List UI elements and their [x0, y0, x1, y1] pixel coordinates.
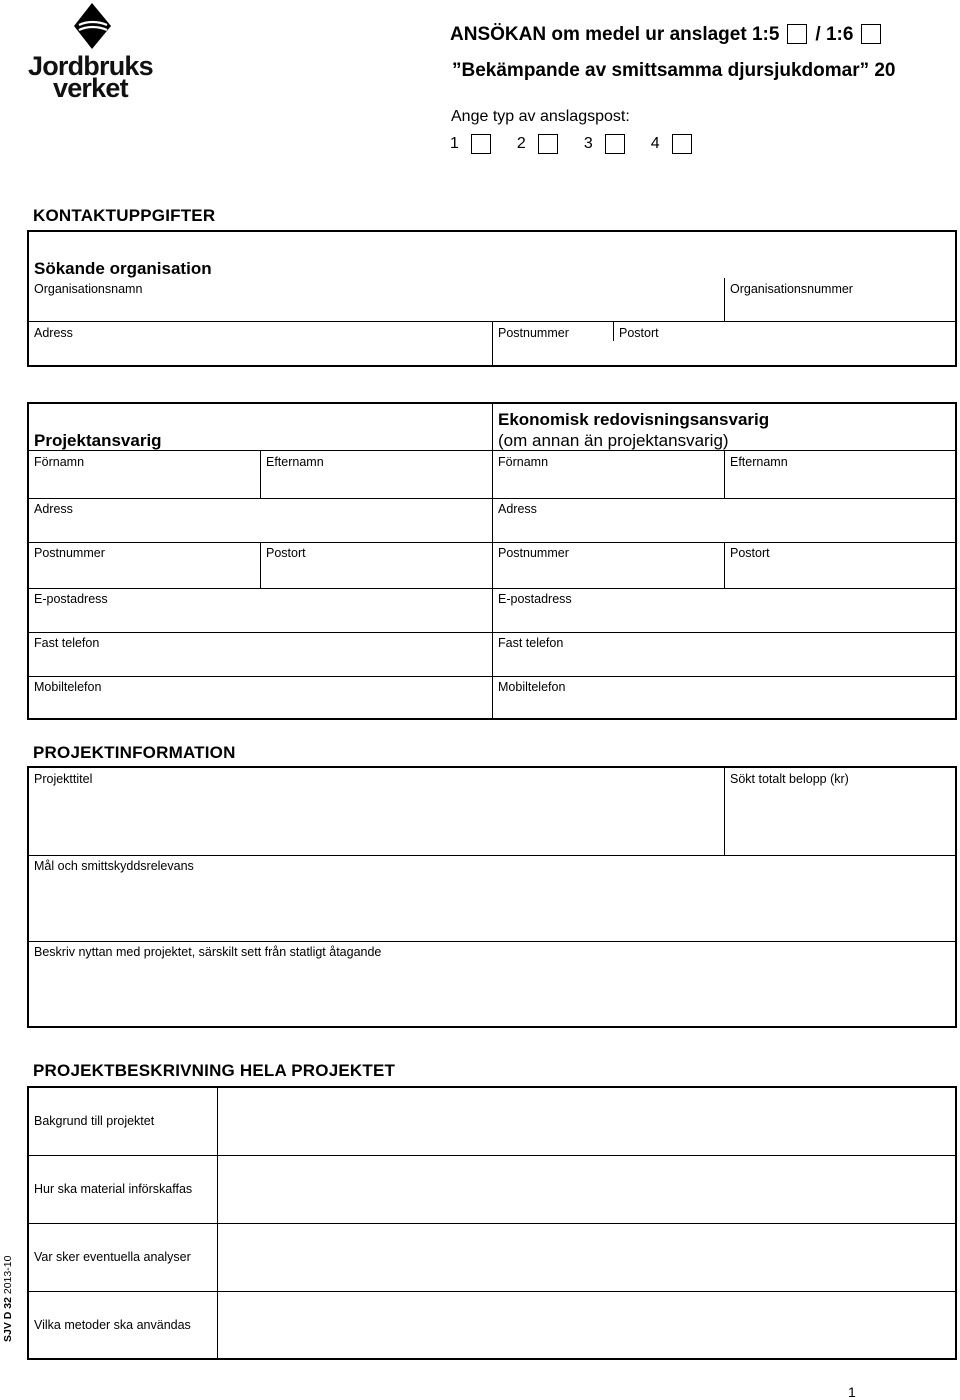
finance-first-name-field[interactable]: Förnamn — [498, 455, 549, 469]
type-checkbox-4[interactable] — [672, 134, 692, 154]
title-separator: / 1:6 — [815, 24, 854, 45]
section-title-projekt: PROJEKTINFORMATION — [33, 743, 236, 762]
analyses-field-label: Var sker eventuella analyser — [34, 1250, 191, 1264]
type-option-label-2: 2 — [516, 135, 526, 152]
checkbox-1-5[interactable] — [787, 24, 807, 44]
divider — [724, 768, 725, 855]
lead-mobile-field[interactable]: Mobiltelefon — [34, 680, 102, 694]
jordbruksverket-logo — [24, 0, 160, 104]
divider — [29, 855, 955, 856]
divider — [29, 1223, 955, 1224]
divider — [29, 1155, 955, 1156]
finance-last-name-field[interactable]: Efternamn — [730, 455, 788, 469]
material-field-label: Hur ska material införskaffas — [34, 1182, 193, 1196]
benefit-field[interactable]: Beskriv nyttan med projektet, särskilt sett från statligt åtagande — [34, 945, 382, 959]
divider — [29, 941, 955, 942]
finance-address-field[interactable]: Adress — [498, 502, 537, 516]
finance-lead-subheading: (om annan än projektansvarig) — [498, 431, 729, 450]
project-title-field[interactable]: Projekttitel — [34, 772, 93, 786]
lead-city-field[interactable]: Postort — [266, 546, 306, 560]
goals-field[interactable]: Mål och smittskyddsrelevans — [34, 859, 194, 873]
divider — [724, 450, 725, 498]
form-subtitle: ”Bekämpande av smittsamma djursjukdomar” 20 — [452, 60, 896, 81]
type-option-label-4: 4 — [650, 135, 660, 152]
lead-email-field[interactable]: E-postadress — [34, 592, 108, 606]
org-address-field[interactable]: Adress — [34, 326, 73, 340]
background-field-label: Bakgrund till projektet — [34, 1114, 155, 1128]
divider — [492, 321, 493, 365]
divider — [260, 450, 261, 498]
logo-word-1: Jordbruks — [28, 51, 153, 81]
form-title — [450, 24, 889, 46]
form-date: 2013-10 — [2, 1255, 14, 1295]
project-lead-heading: Projektansvarig — [34, 431, 162, 450]
finance-zip-field[interactable]: Postnummer — [498, 546, 569, 560]
lead-zip-field[interactable]: Postnummer — [34, 546, 105, 560]
project-info-box — [27, 766, 957, 1028]
finance-mobile-field[interactable]: Mobiltelefon — [498, 680, 566, 694]
org-name-field[interactable]: Organisationsnamn — [34, 282, 143, 296]
type-checkbox-1[interactable] — [471, 134, 491, 154]
org-number-field[interactable]: Organisationsnummer — [730, 282, 853, 296]
divider — [724, 278, 725, 321]
project-description-box — [27, 1086, 957, 1360]
title-prefix: ANSÖKAN om medel ur anslaget 1:5 — [450, 24, 780, 45]
divider — [613, 321, 614, 341]
type-checkbox-2[interactable] — [538, 134, 558, 154]
finance-phone-field[interactable]: Fast telefon — [498, 636, 564, 650]
divider — [29, 1291, 955, 1292]
section-title-kontakt: KONTAKTUPPGIFTER — [33, 206, 216, 225]
logo-emblem-icon — [24, 0, 160, 52]
divider — [29, 676, 955, 677]
logo-word-2: verket — [53, 73, 128, 103]
form-id-label — [0, 1250, 16, 1345]
lead-first-name-field[interactable]: Förnamn — [34, 455, 85, 469]
divider — [260, 542, 261, 588]
type-checkbox-3[interactable] — [605, 134, 625, 154]
section-title-beskrivning: PROJEKTBESKRIVNING HELA PROJEKTET — [33, 1061, 396, 1080]
divider — [29, 498, 955, 499]
finance-city-field[interactable]: Postort — [730, 546, 770, 560]
finance-email-field[interactable]: E-postadress — [498, 592, 572, 606]
finance-lead-heading: Ekonomisk redovisningsansvarig — [498, 410, 770, 429]
lead-address-field[interactable]: Adress — [34, 502, 73, 516]
divider — [29, 542, 955, 543]
type-options — [450, 132, 718, 156]
type-option-label-1: 1 — [450, 135, 459, 152]
page-number: 1 — [848, 1384, 856, 1400]
type-option-label-3: 3 — [583, 135, 593, 152]
divider — [492, 404, 493, 718]
form-id: SJV D 32 — [2, 1297, 14, 1342]
lead-last-name-field[interactable]: Efternamn — [266, 455, 324, 469]
divider — [29, 632, 955, 633]
lead-phone-field[interactable]: Fast telefon — [34, 636, 100, 650]
divider — [724, 542, 725, 588]
org-zip-field[interactable]: Postnummer — [498, 326, 569, 340]
persons-box — [27, 402, 957, 720]
organisation-box — [27, 230, 957, 367]
methods-field-label: Vilka metoder ska användas — [34, 1318, 191, 1332]
amount-field[interactable]: Sökt totalt belopp (kr) — [730, 772, 849, 786]
org-city-field[interactable]: Postort — [619, 326, 659, 340]
checkbox-1-6[interactable] — [861, 24, 881, 44]
divider — [29, 588, 955, 589]
organisation-heading: Sökande organisation — [34, 259, 212, 278]
type-label: Ange typ av anslagspost: — [451, 108, 630, 125]
